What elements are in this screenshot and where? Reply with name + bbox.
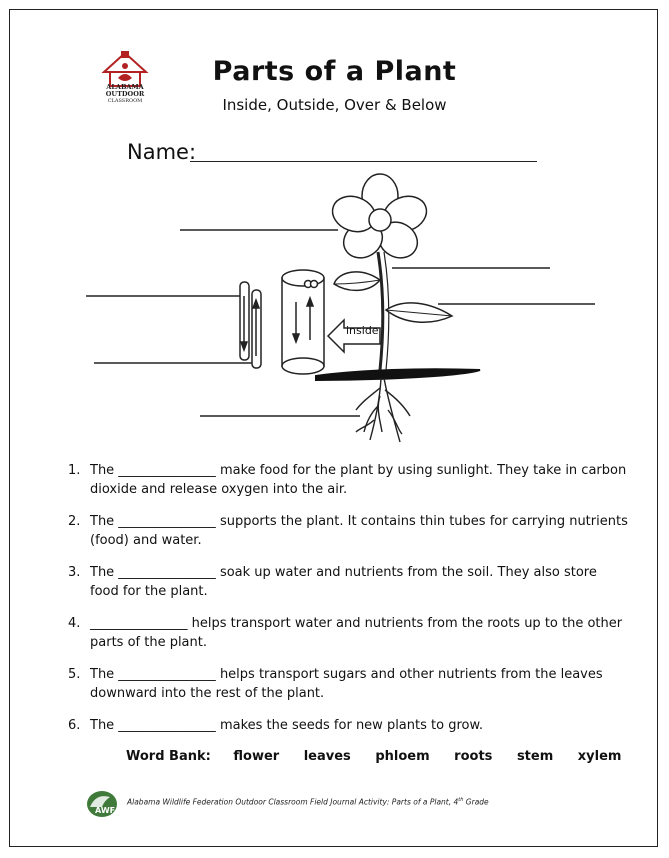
name-answer-line[interactable]: [190, 161, 537, 162]
flower-icon: [328, 174, 432, 265]
word-bank: [126, 749, 641, 764]
logo-text: ALABAMA OUTDOOR CLASSROOM: [105, 83, 145, 104]
question-list: [68, 461, 628, 748]
word-bank-word: phloem: [375, 749, 430, 764]
word-bank-word: xylem: [577, 749, 622, 764]
question-item: 1. The _______________ make food for the plant by using sunlight. They take in carbon dioxide and release oxygen into the air.: [68, 463, 627, 497]
word-bank-word: flower: [233, 749, 280, 764]
svg-text:AWF: AWF: [95, 806, 116, 815]
word-bank-word: roots: [454, 749, 493, 764]
question-item: 6. The _______________ makes the seeds for new plants to grow.: [68, 718, 484, 733]
stem-cross-section-icon: [282, 270, 324, 374]
question-item: 2. The _______________ supports the plant. It contains thin tubes for carrying nutrients (food) and water.: [68, 514, 628, 548]
question-item: 4. _______________ helps transport water and nutrients from the roots up to the other parts of the plant.: [68, 616, 623, 650]
word-bank-word: leaves: [303, 749, 351, 764]
name-label: Name:: [127, 140, 197, 164]
word-bank-label: Word Bank:: [126, 749, 211, 764]
soil-line: [316, 369, 480, 380]
inside-label: inside: [346, 324, 379, 337]
stem-icon: [378, 252, 383, 370]
xylem-phloem-tubes-icon: [240, 282, 261, 368]
question-item: 5. The _______________ helps transport sugars and other nutrients from the leaves downward into the rest of the plant.: [68, 667, 603, 701]
footer-credit: Alabama Wildlife Federation Outdoor Classroom Field Journal Activity: Parts of a Plant, 4th Grade: [127, 797, 489, 807]
roots-icon: [356, 378, 410, 442]
page-title: Parts of a Plant: [212, 56, 457, 87]
question-item: 3. The _______________ soak up water and nutrients from the soil. They also store food for the plant.: [68, 565, 597, 599]
plant-diagram: [80, 170, 610, 460]
awf-logo-icon: [85, 789, 119, 819]
page-subtitle: Inside, Outside, Over & Below: [222, 96, 447, 114]
word-bank-word: stem: [516, 749, 554, 764]
